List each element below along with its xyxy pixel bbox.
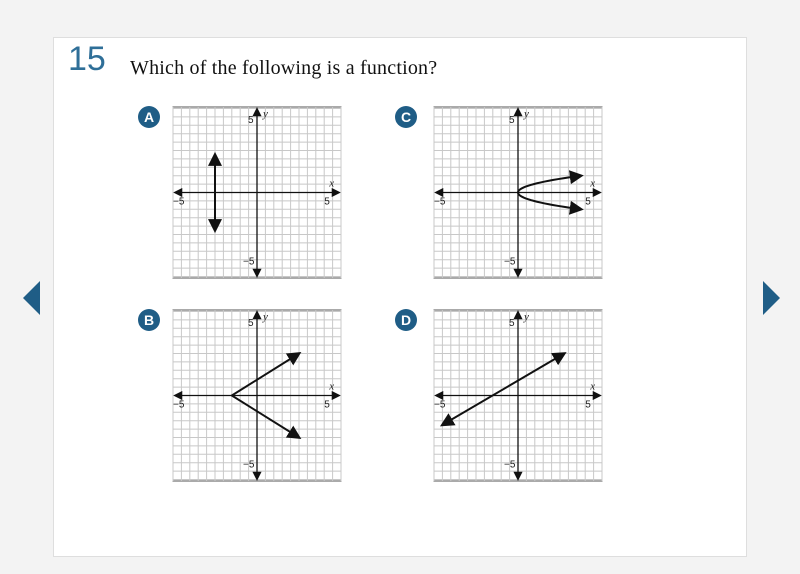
previous-arrow-icon[interactable] — [23, 281, 40, 315]
question-prompt: Which of the following is a function? — [130, 57, 438, 79]
next-arrow-icon[interactable] — [763, 281, 780, 315]
y-min-label: −5 — [243, 256, 255, 268]
option-d-badge[interactable]: D — [395, 309, 417, 331]
x-max-label: 5 — [585, 196, 591, 208]
y-axis-label: y — [263, 311, 268, 323]
graph-option-c[interactable] — [432, 105, 604, 280]
x-max-label: 5 — [585, 399, 591, 411]
option-b-badge[interactable]: B — [138, 309, 160, 331]
question-number: 15 — [68, 40, 106, 78]
x-min-label: −5 — [173, 196, 185, 208]
option-a-badge[interactable]: A — [138, 106, 160, 128]
x-axis-label: x — [329, 380, 335, 393]
y-max-label: 5 — [509, 114, 515, 126]
y-max-label: 5 — [248, 317, 254, 329]
x-axis-label: x — [590, 380, 596, 393]
x-min-label: −5 — [434, 196, 446, 208]
x-axis-label: x — [329, 177, 335, 190]
y-min-label: −5 — [504, 256, 516, 268]
y-max-label: 5 — [248, 114, 254, 126]
y-axis-label: y — [524, 108, 529, 120]
y-min-label: −5 — [243, 459, 255, 471]
x-max-label: 5 — [324, 399, 330, 411]
option-c-badge[interactable]: C — [395, 106, 417, 128]
x-axis-label: x — [590, 177, 596, 190]
y-max-label: 5 — [509, 317, 515, 329]
graph-option-b[interactable] — [171, 308, 343, 483]
y-min-label: −5 — [504, 459, 516, 471]
graph-option-d[interactable] — [432, 308, 604, 483]
y-axis-label: y — [263, 108, 268, 120]
x-min-label: −5 — [173, 399, 185, 411]
graph-option-a[interactable] — [171, 105, 343, 280]
y-axis-label: y — [524, 311, 529, 323]
x-min-label: −5 — [434, 399, 446, 411]
x-max-label: 5 — [324, 196, 330, 208]
